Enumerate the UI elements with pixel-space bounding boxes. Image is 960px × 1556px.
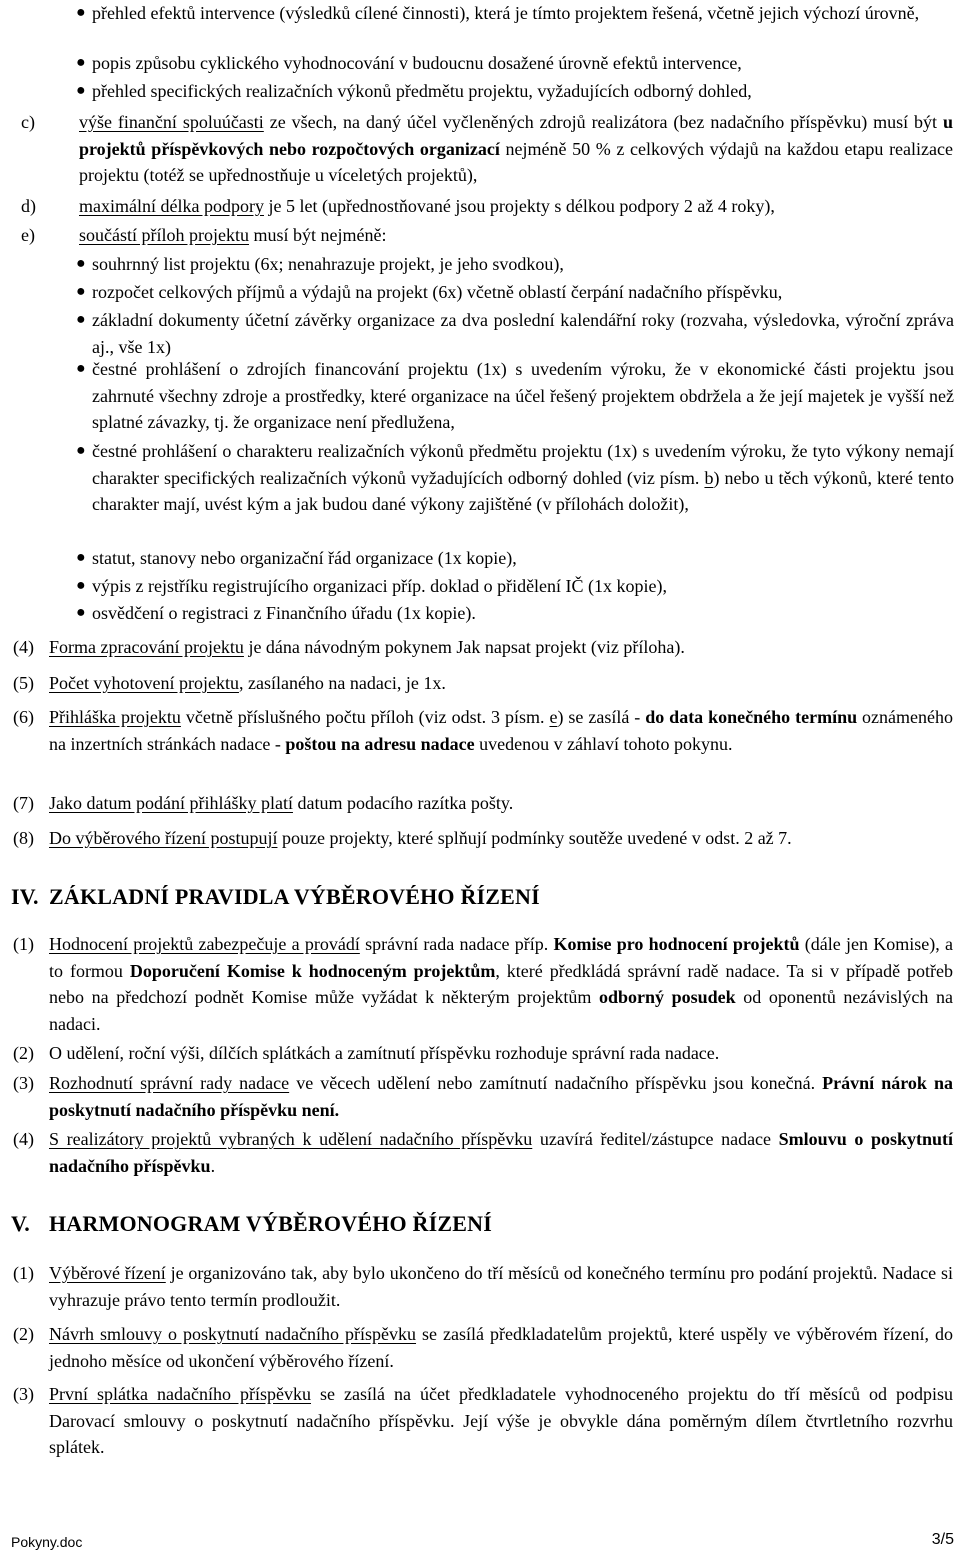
bullet-item: ● výpis z rejstříku registrujícího organizaci příp. doklad o přidělení IČ (1x kopie), [92,573,954,600]
bullet-item: ● statut, stanovy nebo organizační řád organizace (1x kopie), [92,545,954,572]
bullet-item: ● rozpočet celkových příjmů a výdajů na projekt (6x) včetně oblastí čerpání nadačního příspěvku, [92,279,954,306]
bullet-icon: ● [76,360,86,377]
bullet-item: ● čestné prohlášení o charakteru realizačních výkonů předmětu projektu (1x) s uvedením výroku, že tyto výkony nemají charakter specifických realizačních výkonů vyžadujících odborný dohled (viz písm. b) nebo u těch výkonů, které tento charakter mají, uvést kým a jak budou dané výkony zajištěné (v přílohách doložit), [92,438,954,518]
bullet-icon: ● [76,283,86,300]
bullet-item: ● popis způsobu cyklického vyhodnocování v budoucnu dosažené úrovně efektů intervence, [92,50,954,77]
document-page: ● přehled efektů intervence (výsledků cílené činnosti), která je tímto projektem řešená, včetně jejich výchozí úrovně, ● popis způsobu cyklického vyhodnocování v budoucnu dosažené úrovně efektů intervence, ● přehled specifických realizačních výkonů předmětu projektu, vyžadujících odborný dohled, c) výše finanční spoluúčasti ze všech, na daný účel vyčleněných zdrojů realizátora (bez nadačního příspěvku) musí být u projektů příspěvkových nebo rozpočtových organizací nejméně 50 % z celkových výdajů na každou etapu realizace projektu (totéž se upřednostňuje u víceletých projektů), d) maximální délka podpory je 5 let (upřednostňované jsou projekty s délkou podpory 2 až 4 roky), e) součástí příloh projektu musí být nejméně: ● souhrnný list projektu (6x; nenahrazuje projekt, je jeho svodkou), ● rozpočet celkových příjmů a výdajů na projekt (6x) včetně oblastí čerpání nadačního příspěvku, ● základní dokumenty účetní závěrky organizace za dva poslední kalendářní roky (rozvaha, výsledovka, výroční zpráva aj., vše 1x) ● čestné prohlášení o zdrojích financování projektu (1x) s uvedením výroku, že v ekonomické části projektu jsou zahrnuté všechny zdroje a prostředky, které organizace na účel řešený projektem obdržela a že její majetek je vyšší než splatné závazky, tj. že organizace není předlužena, ● čestné prohlášení o charakteru realizačních výkonů předmětu projektu (1x) s uvedením výroku, že tyto výkony nemají charakter specifických realizačních výkonů vyžadujících odborný dohled (viz písm. b) nebo u těch výkonů, které tento charakter mají, uvést kým a jak budou dané výkony zajištěné (v přílohách doložit), ● statut, stanovy nebo organizační řád organizace (1x kopie), ● výpis z rejstříku registrujícího organizaci příp. doklad o přidělení IČ (1x kopie), ● osvědčení o registraci z Finančního úřadu (1x kopie). (4) Forma zpracování projektu je dána návodným pokynem Jak napsat projekt (viz příloha). (5) Počet vyhotovení projektu, zasílaného na nadaci, je 1x. (6) Přihláška projektu včetně příslušného počtu příloh (viz odst. 3 písm. e) se zasílá - do data konečného termínu oznámeného na inzertních stránkách nadace - poštou na adresu nadace uvedenou v záhlaví tohoto pokynu. (7) Jako datum podání přihlášky platí datum podacího razítka pošty. (8) Do výběrového řízení postupují pouze projekty, které splňují podmínky soutěže uvedené v odst. 2 až 7. IV. ZÁKLADNÍ PRAVIDLA VÝBĚROVÉHO ŘÍZENÍ (1) Hodnocení projektů zabezpečuje a provádí správní rada nadace příp. Komise pro hodnocení projektů (dále jen Komise), a to formou Doporučení Komise k hodnoceným projektům, které předkládá správní radě nadace. Ta si v případě potřeb nebo na předchozí podnět Komise může vyžádat k některým projektům odborný posudek od oponentů nezávislých na nadaci. (2) O udělení, roční výši, dílčích splátkách a zamítnutí příspěvku rozhoduje správní rada nadace. (3) Rozhodnutí správní rady nadace ve věcech udělení nebo zamítnutí nadačního příspěvku jsou konečná. Právní nárok na poskytnutí nadačního příspěvku není. (4) S realizátory projektů vybraných k udělení nadačního příspěvku uzavírá ředitel/zástupce nadace Smlouvu o poskytnutí nadačního příspěvku. V. HARMONOGRAM VÝBĚROVÉHO ŘÍZENÍ (1) Výběrové řízení je organizováno tak, aby bylo ukončeno do tří měsíců od konečného termínu pro podání projektů. Nadace si vyhrazuje právo tento termín prodloužit. (2) Návrh smlouvy o poskytnutí nadačního příspěvku se zasílá předkladatelům projektů, které uspěly ve výběrovém řízení, do jednoho měsíce od ukončení výběrového řízení. (3) První splátka nadačního příspěvku se zasílá na účet předkladatele vyhodnoceného projektu do tří měsíců od podpisu Darovací smlouvy o poskytnutí nadačního příspěvku. Její výše je obvykle dána poměrným dílem čtvrtletního rozvrhu splátek. Pokyny.doc 3/5 [0,0,960,1551]
bullet-item: ● základní dokumenty účetní závěrky organizace za dva poslední kalendářní roky (rozvaha, výsledovka, výroční zpráva aj., vše 1x) [92,307,954,360]
bullet-item: ● osvědčení o registraci z Finančního úřadu (1x kopie). [92,600,954,627]
bullet-icon: ● [76,604,86,621]
bullet-icon: ● [76,255,86,272]
bullet-icon: ● [76,442,86,459]
bullet-icon: ● [76,577,86,594]
bullet-item: ● čestné prohlášení o zdrojích financování projektu (1x) s uvedením výroku, že v ekonomické části projektu jsou zahrnuté všechny zdroje a prostředky, které organizace na účel řešený projektem obdržela a že její majetek je vyšší než splatné závazky, tj. že organizace není předlužena, [92,356,954,436]
bullet-item: ● souhrnný list projektu (6x; nenahrazuje projekt, je jeho svodkou), [92,251,954,278]
bullet-item: ● přehled efektů intervence (výsledků cílené činnosti), která je tímto projektem řešená, včetně jejich výchozí úrovně, [92,0,954,27]
list-item-c: c) výše finanční spoluúčasti ze všech, na daný účel vyčleněných zdrojů realizátora (bez nadačního příspěvku) musí být u projektů příspěvkových nebo rozpočtových organizací nejméně 50 % z celkových výdajů na každou etapu realizace projektu (totéž se upřednostňuje u víceletých projektů), [21,112,953,185]
bullet-icon: ● [76,311,86,328]
bullet-icon: ● [76,54,86,71]
section-heading-iv: IV. ZÁKLADNÍ PRAVIDLA VÝBĚROVÉHO ŘÍZENÍ [11,884,540,909]
bullet-item: ● přehled specifických realizačních výkonů předmětu projektu, vyžadujících odborný dohled, [92,78,954,105]
footer-filename: Pokyny.doc [11,1534,83,1550]
bullet-icon: ● [76,4,86,21]
section-heading-v: V. HARMONOGRAM VÝBĚROVÉHO ŘÍZENÍ [11,1211,492,1236]
bullet-icon: ● [76,82,86,99]
bullet-icon: ● [76,549,86,566]
footer-page-number: 3/5 [931,1531,954,1548]
